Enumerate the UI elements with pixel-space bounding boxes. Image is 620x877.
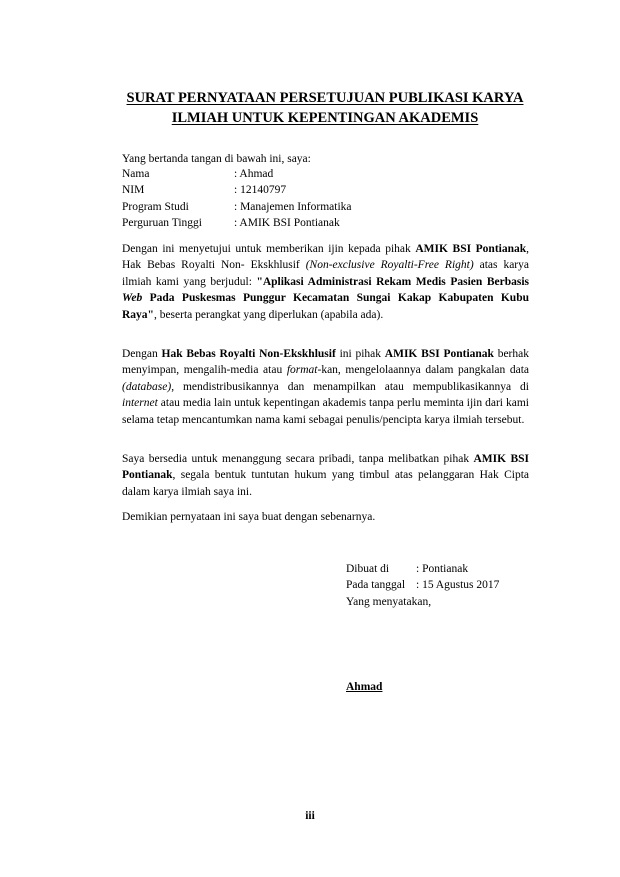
identity-value: : AMIK BSI Pontianak bbox=[234, 217, 340, 230]
paragraph-closing: Demikian pernyataan ini saya buat dengan sebenarnya. bbox=[122, 511, 376, 523]
text-run: -kan, mengelolaannya dalam pangkalan data bbox=[317, 364, 529, 377]
page-number: iii bbox=[305, 810, 315, 822]
signature-place-row bbox=[346, 561, 499, 577]
text-run: , beserta perangkat yang diperlukan (apabila ada). bbox=[153, 308, 384, 321]
document-title bbox=[100, 88, 550, 128]
paragraph-consent bbox=[122, 241, 529, 323]
work-title-italic: Web bbox=[122, 292, 143, 305]
identity-row-nim bbox=[122, 182, 352, 198]
identity-table bbox=[122, 166, 352, 232]
text-run: berhak menyimpan, mengalih-media atau bbox=[122, 348, 529, 377]
text-run: , segala bentuk tuntutan hukum yang timbul atas pelanggaran Hak Cipta dalam karya ilmiah saya ini. bbox=[122, 469, 529, 498]
title-line-1: SURAT PERNYATAAN PERSETUJUAN PUBLIKASI KARYA bbox=[126, 90, 524, 106]
identity-row-program bbox=[122, 199, 352, 215]
paragraph-rights bbox=[122, 346, 529, 428]
work-title-part: Pada Puskesmas Punggur Kecamatan Sungai Kakap Kabupaten Kubu Raya" bbox=[122, 292, 529, 321]
institution-name: AMIK BSI Pontianak bbox=[384, 348, 494, 360]
italic-term: (database) bbox=[122, 380, 172, 393]
institution-name: AMIK BSI Pontianak bbox=[415, 243, 527, 255]
signature-date-row bbox=[346, 577, 499, 593]
identity-value: : 12140797 bbox=[234, 184, 287, 197]
signer-name: Ahmad bbox=[346, 681, 383, 693]
text-run: Dengan bbox=[122, 348, 162, 360]
rights-term: Hak Bebas Royalti Non-Ekskhlusif bbox=[161, 348, 336, 360]
identity-row-name bbox=[122, 166, 352, 182]
text-run: Dengan ini menyetujui untuk memberikan ijin kepada pihak bbox=[122, 243, 416, 255]
signature-value: : 15 Agustus 2017 bbox=[416, 579, 500, 592]
text-run: atau media lain untuk kepentingan akademis tanpa perlu meminta ijin dari kami selama tetap mencantumkan nama kami sebagai penulis/pencipta karya ilmiah tersebut. bbox=[122, 397, 529, 426]
text-run: atas karya ilmiah kami yang berjudul: bbox=[122, 259, 529, 288]
identity-label: NIM bbox=[122, 184, 145, 197]
text-run: , Hak Bebas Royalti Non- Ekskhlusif bbox=[122, 243, 530, 272]
signature-label: Pada tanggal bbox=[346, 579, 406, 592]
identity-label: Program Studi bbox=[122, 200, 189, 213]
signature-value: : Pontianak bbox=[416, 563, 469, 575]
identity-label: Perguruan Tinggi bbox=[122, 217, 202, 230]
signature-label: Dibuat di bbox=[346, 563, 390, 575]
paragraph-liability bbox=[122, 451, 529, 500]
italic-term: (Non-exclusive Royalti-Free Right) bbox=[305, 259, 474, 272]
title-line-2: ILMIAH UNTUK KEPENTINGAN AKADEMIS bbox=[171, 110, 479, 126]
work-title-part: "Aplikasi Administrasi Rekam Medis Pasien Berbasis bbox=[256, 275, 529, 288]
identity-label: Nama bbox=[122, 168, 150, 180]
signature-block bbox=[346, 561, 499, 610]
identity-value: : Ahmad bbox=[234, 168, 274, 180]
intro-text: Yang bertanda tangan di bawah ini, saya: bbox=[122, 153, 311, 165]
text-run: ini pihak bbox=[335, 348, 385, 360]
text-run: , mendistribusikannya dan menampilkan atau mempublikasikannya di bbox=[171, 380, 529, 393]
signature-statement: Yang menyatakan, bbox=[346, 595, 432, 608]
institution-name: AMIK BSI Pontianak bbox=[122, 453, 529, 482]
italic-term: internet bbox=[122, 397, 158, 410]
identity-row-institution bbox=[122, 215, 352, 231]
identity-value: : Manajemen Informatika bbox=[234, 200, 352, 213]
text-run: Saya bersedia untuk menanggung secara pribadi, tanpa melibatkan pihak bbox=[122, 453, 474, 465]
italic-term: format bbox=[286, 364, 318, 377]
